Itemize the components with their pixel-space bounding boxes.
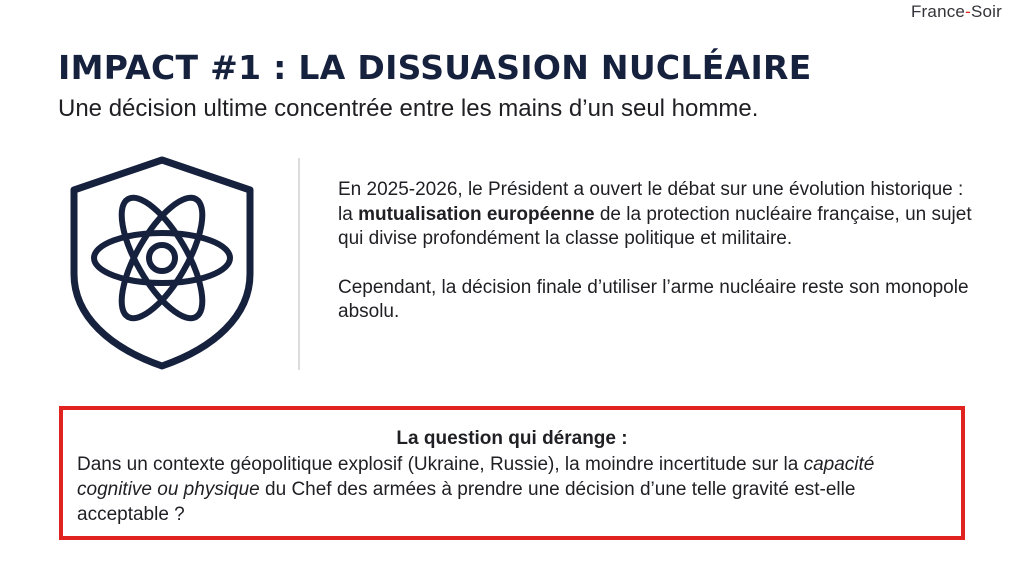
shield-atom-icon xyxy=(66,152,258,374)
body-paragraph-1 xyxy=(338,178,978,252)
body-paragraph-2: Cependant, la décision finale d’utiliser l’arme nucléaire reste son monopole absolu. xyxy=(338,276,969,322)
alert-box xyxy=(59,406,965,540)
body-p1-start: En 2025-2026, le Président a ouvert le débat sur une évolution historique : la xyxy=(338,179,964,225)
page-subtitle: Une décision ultime concentrée entre les mains d’un seul homme. xyxy=(58,95,759,122)
atom-nucleus xyxy=(149,245,175,271)
brand-right: Soir xyxy=(970,2,1002,21)
alert-heading: La question qui dérange : xyxy=(396,428,628,449)
brand-left: France xyxy=(910,2,966,21)
body-p1-bold: mutualisation européenne xyxy=(358,203,595,225)
body-text xyxy=(338,178,978,325)
alert-text-end: du Chef des armées à prendre une décision d’une telle gravité est-elle acceptable ? xyxy=(77,479,856,525)
brand-logo xyxy=(911,2,1002,22)
alert-text-italic: capacité cognitive ou physique xyxy=(77,454,875,500)
alert-text xyxy=(77,452,947,527)
brand-dash: - xyxy=(965,2,971,21)
vertical-divider xyxy=(298,158,300,370)
alert-text-start: Dans un contexte géopolitique explosif (Ukraine, Russie), la moindre incertitude sur la xyxy=(77,454,804,475)
page-title: IMPACT #1 : LA DISSUASION NUCLÉAIRE xyxy=(58,48,812,87)
body-p1-end: de la protection nucléaire française, un sujet qui divise profondément la classe politique et militaire. xyxy=(338,203,972,249)
